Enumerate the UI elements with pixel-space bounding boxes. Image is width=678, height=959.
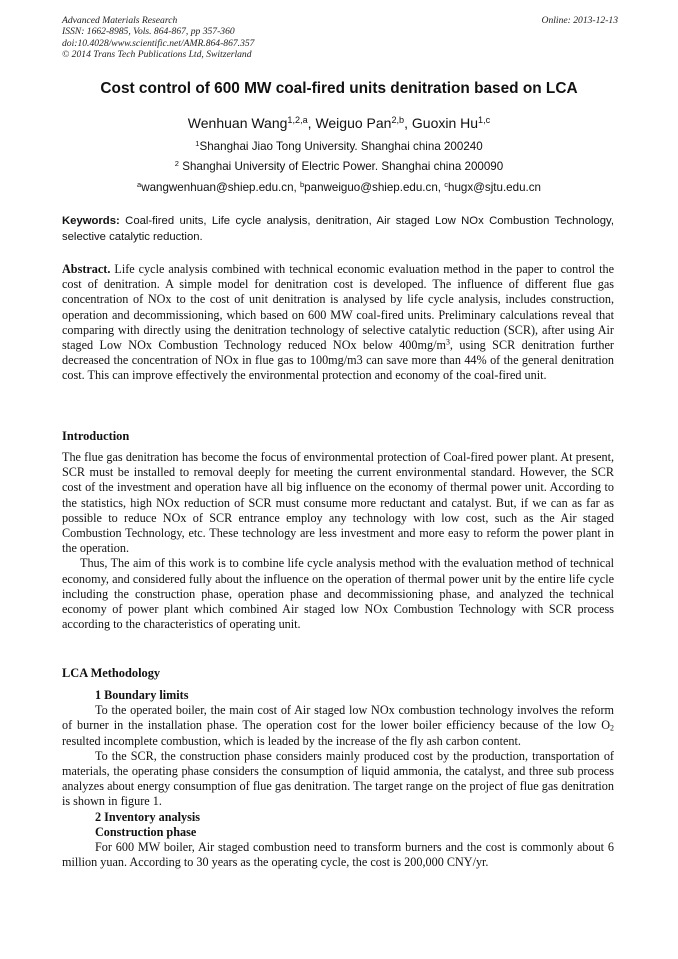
author-list: Wenhuan Wang$^{1,2,a}$, Weiguo Pan$^{2,b}$, Guoxin Hu$^{1,c}$ xyxy=(187,115,491,131)
online-date: Online: 2013-12-13 xyxy=(541,15,618,26)
paper-title: Cost control of 600 MW coal-fired units denitration based on LCA xyxy=(100,80,578,97)
abstract-sup: 3 xyxy=(445,337,450,347)
keywords-label: Keywords: xyxy=(62,215,120,227)
affiliation-text: Shanghai University of Electric Power. Shanghai china 200090 xyxy=(182,160,504,173)
lca-paragraph-3: For 600 MW boiler, Air staged combustion need to transform burners and the cost is commonly about 6 million yuan. According to 30 years as the operating cycle, the cost is 200,000 CNY/yr. xyxy=(62,840,614,870)
email-link[interactable]: panweiguo@shiep.edu.cn xyxy=(304,181,438,194)
email-sup: a xyxy=(137,179,142,189)
abstract xyxy=(62,262,614,384)
author-sup: 2,b xyxy=(391,115,405,125)
keywords xyxy=(62,213,614,245)
introduction-heading: Introduction xyxy=(62,429,130,443)
lca-paragraph-1a: To the operated boiler, the main cost of Air staged low NOx combustion technology involves the reform of burner in the installation phase. The operation cost for the lower boiler efficiency because of the low O xyxy=(62,703,614,733)
email-sup: b xyxy=(299,179,305,189)
author-name: Weiguo Pan xyxy=(315,115,392,131)
email-sup: c xyxy=(444,179,448,189)
lca-heading: LCA Methodology xyxy=(62,666,161,680)
introduction-body xyxy=(62,450,614,632)
author-sup: 1,2,a xyxy=(287,115,308,125)
email-list: $^a$wangwenhuan@shiep.edu.cn, $^b$panweiguo@shiep.edu.cn, $^c$hugx@sjtu.edu.cn xyxy=(137,179,541,194)
o2-subscript: 2 xyxy=(610,723,614,733)
author-sup: 1,c xyxy=(478,115,491,125)
lca-paragraph-1b: resulted incomplete combustion, which is leaded by the increase of the fly ash carbon content. xyxy=(62,733,521,748)
journal-copyright: © 2014 Trans Tech Publications Ltd, Switzerland xyxy=(62,48,252,60)
affiliation-sup: 2 xyxy=(174,158,179,168)
author-name: Guoxin Hu xyxy=(411,115,479,131)
journal-doi[interactable]: doi:10.4028/www.scientific.net/AMR.864-867.357 xyxy=(62,37,255,49)
email-link[interactable]: hugx@sjtu.edu.cn xyxy=(448,181,541,194)
journal-name: Advanced Materials Research xyxy=(62,15,178,26)
abstract-text-1: Life cycle analysis combined with technical economic evaluation method in the paper to control the cost of denitration. A simple model for denitration cost is developed. The influence of different flue gas concentration of NOx to the cost of unit denitration is analysed by life cycle analysis, includes construction, operation and decommissioning, which based on 600 MW coal-fired units. Preliminary calculations reveal that comparing with directly using the denitration technology of selective catalytic reduction (SCR), after using Air staged Low NOx Combustion Technology reduced NOx below 400mg/m xyxy=(62,262,615,353)
introduction-paragraph-1: The flue gas denitration has become the focus of environmental protection of Coal-fired power plant. At present, SCR must be installed to removal deeply for meeting the current environmental standard. However, the SCR cost of the investment and operation have all big influence on the economy of thermal power unit. According to the statistics, high NOx reduction of SCR must consume more reductant and catalyst. But, if we can as far as possible to reduce NOx of SCR entrance employ any technology with low cost, such as the Air staged Combustion Technology, etc. These technology are less investment and more easy to reform the power plant in the operation. xyxy=(62,450,614,556)
keywords-text: Coal-fired units, Life cycle analysis, denitration, Air staged Low NOx Combustion Technology, selective catalytic reduction. xyxy=(62,215,615,243)
author-name: Wenhuan Wang xyxy=(187,115,288,131)
abstract-label: Abstract. xyxy=(62,262,111,276)
affiliation-sup: 1 xyxy=(195,138,200,148)
subsection-construction-phase: Construction phase xyxy=(95,824,197,839)
journal-header xyxy=(62,15,618,60)
email-link[interactable]: wangwenhuan@shiep.edu.cn xyxy=(141,181,294,194)
lca-body xyxy=(62,688,614,870)
abstract-text-2: , using SCR denitration further decreased the concentration of NOx in flue gas to 100mg/m3 can save more than 44% of the general denitration cost. This can improve effectively the environmental protection and economy of the coal-fired unit. xyxy=(62,338,614,383)
affiliation-text: Shanghai Jiao Tong University. Shanghai china 200240 xyxy=(199,140,483,153)
subsection-boundary-limits: 1 Boundary limits xyxy=(95,688,189,702)
affiliation xyxy=(0,140,678,153)
journal-issn: ISSN: 1662-8985, Vols. 864-867, pp 357-360 xyxy=(62,26,235,38)
introduction-paragraph-2: Thus, The aim of this work is to combine life cycle analysis method with the evaluation method of technical economy, and considered fully about the influence on the operation of thermal power unit by the entire life cycle including the construction phase, operation phase and decommissioning phase, and analyzed the technical economy of power plant which combined Air staged low NOx Combustion Technology with SCR process according to the characteristics of operating unit. xyxy=(62,556,614,632)
lca-paragraph-2: To the SCR, the construction phase considers mainly produced cost by the production, transportation of materials, the operating phase considers the consumption of liquid ammonia, the catalyst, and three sub process analyzes about energy consumption of flue gas denitration. The target range on the project of flue gas denitration is shown in figure 1. xyxy=(62,748,614,809)
subsection-inventory-analysis: 2 Inventory analysis xyxy=(95,809,200,824)
affiliation xyxy=(0,160,678,173)
